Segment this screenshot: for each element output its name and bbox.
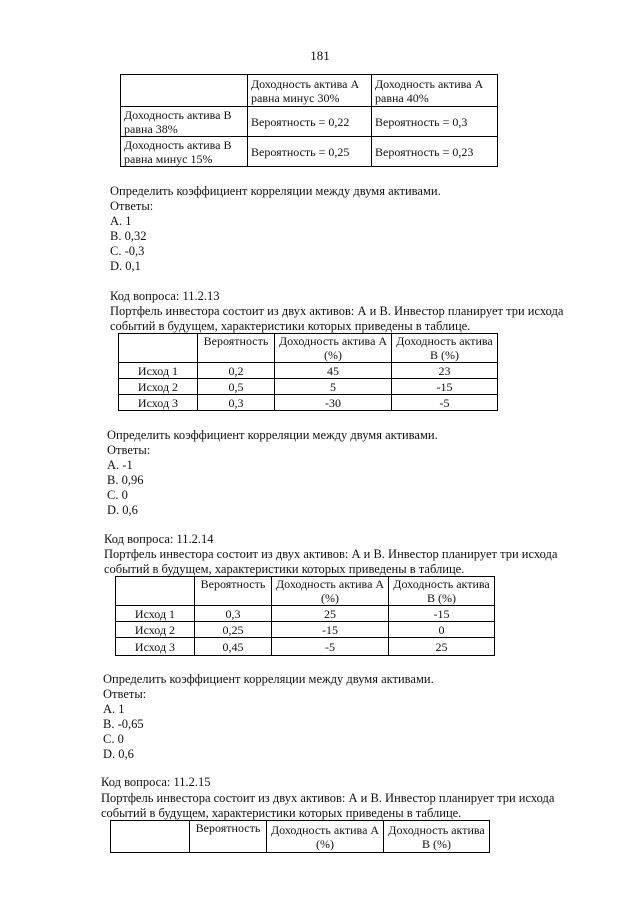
table-header-cell: Доходность актива А (%) [267,821,384,853]
table-header-cell: Доходность актива А равна 40% [372,75,498,107]
table-row [119,379,498,395]
table-header-cell: Вероятность [195,577,272,606]
table-cell: -15 [272,622,389,638]
table-header-row [111,821,490,853]
table-header-cell: Доходность актива В (%) [389,577,495,606]
table-cell: 45 [275,363,392,379]
answer-option: B. 0,96 [107,473,144,487]
table-cell: Вероятность = 0,3 [372,107,498,137]
table-row [116,638,495,656]
table-cell: -5 [392,395,498,411]
table-cell: Исход 3 [119,395,198,411]
table-header-cell: Вероятность [190,821,267,853]
table-cell: Вероятность = 0,23 [372,137,498,167]
table-cell: -5 [272,638,389,656]
question-task: Определить коэффициент корреляции между двумя активами. [103,672,434,686]
table-cell [119,334,198,363]
table-cell: 0,45 [195,638,272,656]
question-text: Портфель инвестора состоит из двух активов: А и В. Инвестор планирует три исхода [110,304,564,318]
table-outcomes [110,820,490,853]
answers-label: Ответы: [110,199,154,213]
answer-option: B. -0,65 [103,717,144,731]
question-text: Портфель инвестора состоит из двух активов: А и В. Инвестор планирует три исхода [104,547,558,561]
answer-option: A. 1 [103,702,125,716]
table-cell [116,577,195,606]
table-cell: -15 [392,379,498,395]
table-cell [121,75,248,107]
table-cell: 0,3 [198,395,275,411]
question-text: событий в будущем, характеристики которых приведены в таблице. [101,806,462,820]
answer-option: D. 0,6 [103,747,134,761]
table-cell: Вероятность = 0,25 [248,137,372,167]
table-row [119,395,498,411]
table-cell: Доходность актива В равна минус 15% [121,137,248,167]
answer-option: C. 0 [107,488,128,502]
question-task: Определить коэффициент корреляции между двумя активами. [110,184,441,198]
table-outcomes [115,576,495,656]
table-cell: 0,5 [198,379,275,395]
table-header-cell: Доходность актива В (%) [392,334,498,363]
question-text: событий в будущем, характеристики которых приведены в таблице. [104,562,465,576]
table-joint-probability [120,74,498,167]
table-cell: -15 [389,606,495,622]
page-number: 181 [310,48,330,63]
table-cell: Доходность актива В равна 38% [121,107,248,137]
table-outcomes [118,333,498,411]
table-cell: Исход 3 [116,638,195,656]
table-cell: 0,2 [198,363,275,379]
table-row [121,137,498,167]
table-row [116,606,495,622]
table-cell: Исход 1 [116,606,195,622]
question-code: Код вопроса: 11.2.13 [110,289,220,303]
table-header-row [121,75,498,107]
table-cell: 0,3 [195,606,272,622]
question-task: Определить коэффициент корреляции между двумя активами. [107,428,438,442]
table-cell: Исход 1 [119,363,198,379]
table-header-cell: Доходность актива В (%) [384,821,490,853]
answers-label: Ответы: [107,443,151,457]
table-cell: 0 [389,622,495,638]
table-row [116,622,495,638]
question-text: Портфель инвестора состоит из двух активов: А и В. Инвестор планирует три исхода [101,791,555,805]
answer-option: D. 0,1 [110,259,141,273]
answers-label: Ответы: [103,687,147,701]
answer-option: A. -1 [107,458,133,472]
table-cell: -30 [275,395,392,411]
answer-option: B. 0,32 [110,229,147,243]
answer-option: D. 0,6 [107,503,138,517]
table-row [119,363,498,379]
answer-option: C. -0,3 [110,244,145,258]
answer-option: C. 0 [103,732,124,746]
table-cell: 0,25 [195,622,272,638]
table-cell: 25 [272,606,389,622]
table-cell: 23 [392,363,498,379]
question-text: событий в будущем, характеристики которых приведены в таблице. [110,319,471,333]
table-cell: Вероятность = 0,22 [248,107,372,137]
table-header-cell: Доходность актива А равна минус 30% [248,75,372,107]
table-header-row [116,577,495,606]
table-cell [111,821,190,853]
table-cell: 25 [389,638,495,656]
table-cell: Исход 2 [119,379,198,395]
table-cell: Исход 2 [116,622,195,638]
question-code: Код вопроса: 11.2.14 [104,532,214,546]
question-code: Код вопроса: 11.2.15 [101,775,211,789]
table-header-cell: Вероятность [198,334,275,363]
table-header-cell: Доходность актива А (%) [275,334,392,363]
table-header-cell: Доходность актива А (%) [272,577,389,606]
table-row [121,107,498,137]
answer-option: A. 1 [110,214,132,228]
table-header-row [119,334,498,363]
table-cell: 5 [275,379,392,395]
